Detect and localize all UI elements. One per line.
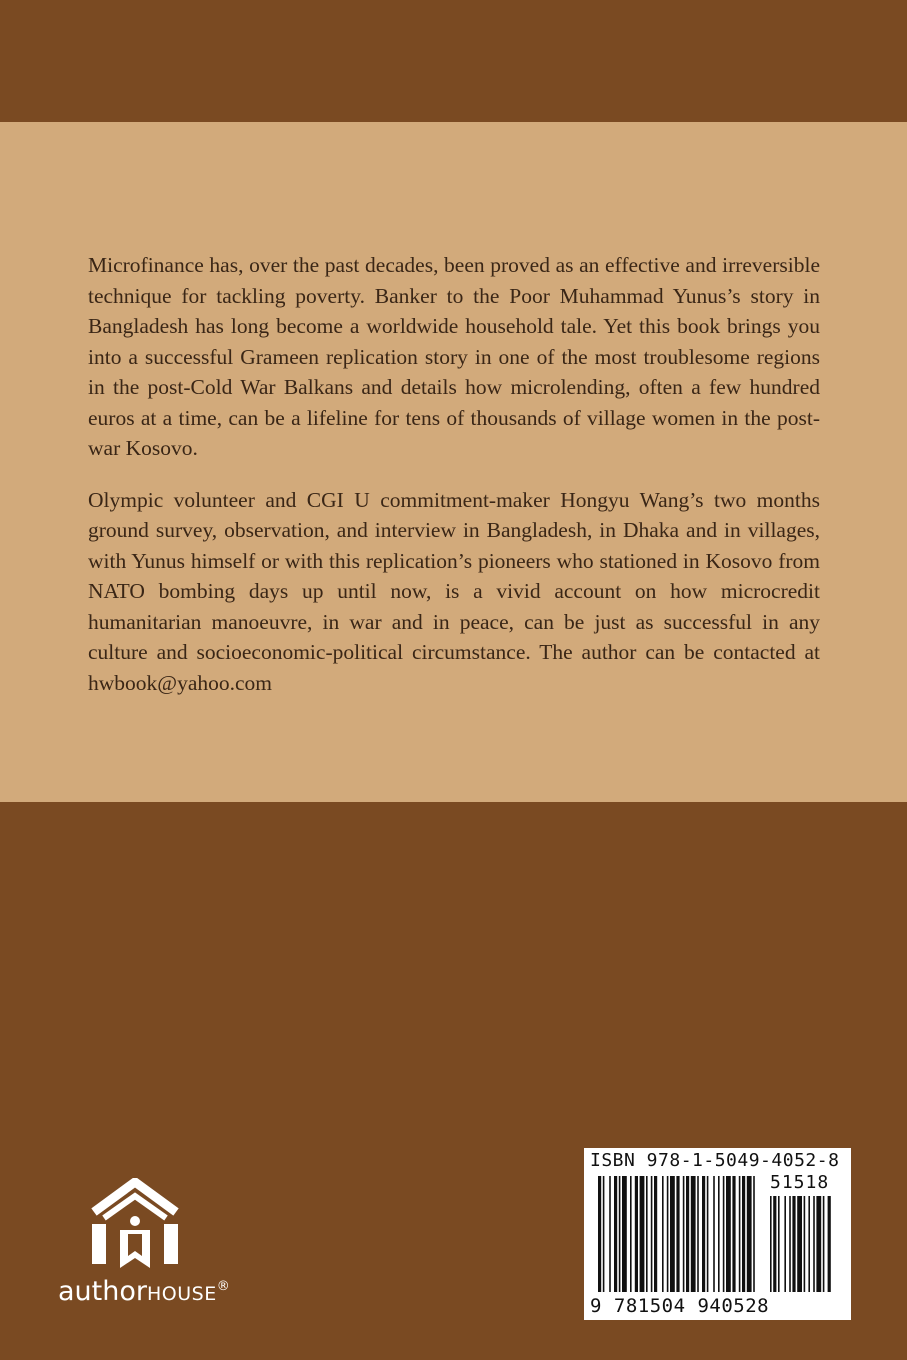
barcode-bar [732,1176,735,1292]
barcode-bar [646,1176,648,1292]
barcode-bar [598,1176,601,1292]
barcode-addon-bar [789,1196,791,1292]
barcode-bar [630,1176,632,1292]
barcode-bar [651,1176,653,1292]
barcode-addon-bar [804,1196,806,1292]
publisher-name-upper: HOUSE [146,1283,217,1305]
barcode-addon-bar [823,1196,825,1292]
barcode-bar [691,1176,696,1292]
barcode-bar [739,1176,741,1292]
barcode-addon-bar [828,1196,831,1292]
barcode-addon-bar [778,1196,780,1292]
barcode-bar [726,1176,731,1292]
barcode-addon-bar [808,1196,810,1292]
barcode-bar [723,1176,725,1292]
barcode-addon-bar [773,1196,776,1292]
barcode-bar [742,1176,745,1292]
barcode-addon-bar [770,1196,772,1292]
barcode-bar [622,1176,627,1292]
barcode-addon-bar [784,1196,786,1292]
top-band [0,0,907,122]
blurb-paragraph-2: Olympic volunteer and CGI U commitment-maker Hongyu Wang’s two months ground survey, observation, and interview in Bangladesh, in Dhaka and in villages, with Yunus himself or with this replication’s pioneers who stationed in Kosovo from NATO bombing days up until now, is a vivid account on how microcredit humanitarian manoeuvre, in war and in peace, can be just as successful in any culture and socioeconomic-political circumstance. The author can be contacted at hwbook@yahoo.com [88,487,820,695]
barcode-addon-bar [813,1196,815,1292]
barcode-bar [718,1176,720,1292]
barcode-bars [594,1174,842,1296]
barcode-bar [670,1176,675,1292]
isbn-barcode [584,1148,851,1320]
barcode-bar [619,1176,621,1292]
barcode-bar [614,1176,617,1292]
barcode-bar [667,1176,669,1292]
barcode-bar [635,1176,638,1292]
barcode-bar [707,1176,709,1292]
barcode-number: 9 781504 940528 [590,1295,770,1317]
price-code: 51518 [770,1172,830,1193]
barcode-bar [609,1176,611,1292]
barcode-bar [640,1176,645,1292]
barcode-bar [603,1176,605,1292]
barcode-bar [686,1176,689,1292]
isbn-text: ISBN 978-1-5049-4052-8 [590,1150,840,1171]
barcode-bar [747,1176,752,1292]
barcode-bar [753,1176,755,1292]
barcode-addon-bar [792,1196,795,1292]
barcode-addon-bar [797,1196,802,1292]
barcode-bar [702,1176,705,1292]
back-cover-blurb [88,250,820,719]
barcode-bar [713,1176,715,1292]
barcode-bar [654,1176,657,1292]
publisher-name-lower: author [58,1276,147,1307]
barcode-bar [683,1176,685,1292]
barcode-bar [662,1176,664,1292]
barcode-bar [676,1176,679,1292]
barcode-bar [697,1176,699,1292]
blurb-paragraph-1: Microfinance has, over the past decades, been proved as an effective and irreversible technique for tackling poverty. Banker to the Poor Muhammad Yunus’s story in Bangladesh has long become a worldwide household tale. Yet this book brings you into a successful Grameen replication story in one of the most troublesome regions in the post-Cold War Balkans and details how microlending, often a few hundred euros at a time, can be a lifeline for tens of thousands of village women in the post-war Kosovo. [88,253,820,460]
barcode-addon-bar [816,1196,821,1292]
registered-mark: ® [216,1279,230,1294]
publisher-wordmark [58,1276,230,1307]
